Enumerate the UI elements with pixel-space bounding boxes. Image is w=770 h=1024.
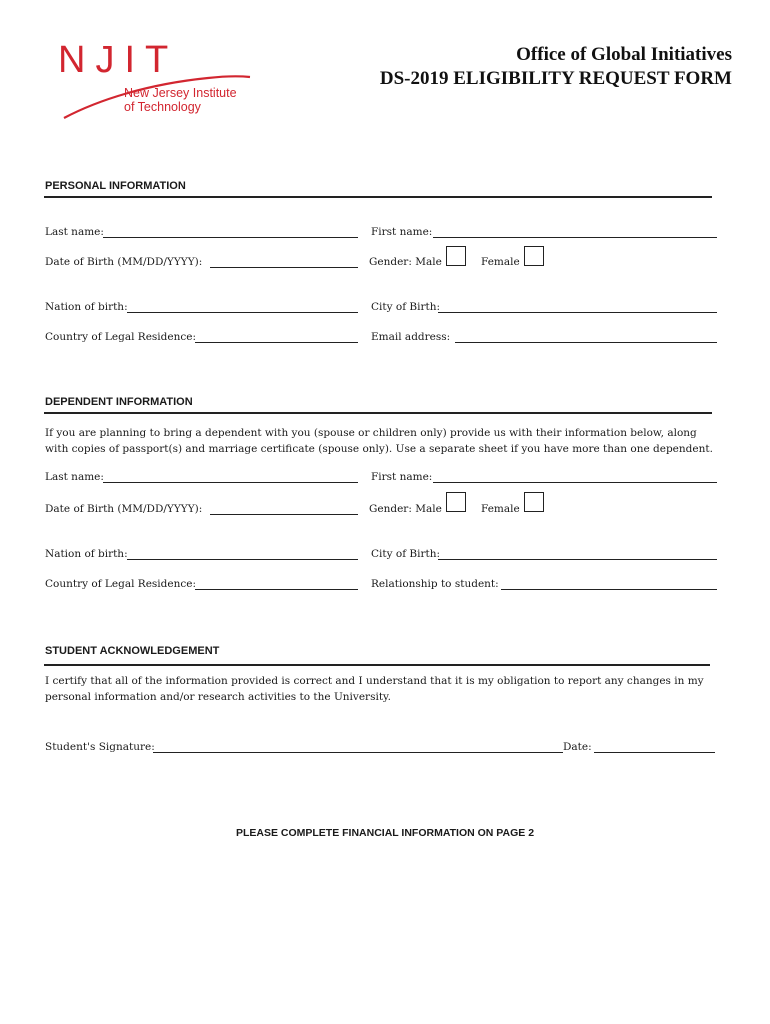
signature-label: Student's Signature: xyxy=(45,741,155,753)
last-name-field[interactable] xyxy=(103,237,358,238)
first-name-field[interactable] xyxy=(433,237,717,238)
logo-subtitle-line2: of Technology xyxy=(124,100,201,114)
gender-female-label: Female xyxy=(481,256,520,268)
email-field[interactable] xyxy=(455,342,717,343)
acknowledgement-text-line2: personal information and/or research activities to the University. xyxy=(45,691,391,703)
acknowledgement-text-line1: I certify that all of the information provided is correct and I understand that it is my obligation to report any changes in my xyxy=(45,675,704,687)
nation-of-birth-label: Nation of birth: xyxy=(45,301,128,313)
dependent-city-of-birth-field[interactable] xyxy=(438,559,717,560)
dependent-first-name-field[interactable] xyxy=(433,482,717,483)
dependent-gender-male-checkbox[interactable] xyxy=(446,492,466,512)
dob-field[interactable] xyxy=(210,267,358,268)
acknowledgement-text xyxy=(45,673,725,705)
dependent-nation-of-birth-field[interactable] xyxy=(127,559,358,560)
city-of-birth-label: City of Birth: xyxy=(371,301,441,313)
gender-male-label: Gender: Male xyxy=(369,256,442,268)
dependent-country-residence-label: Country of Legal Residence: xyxy=(45,578,196,590)
city-of-birth-field[interactable] xyxy=(438,312,717,313)
logo-swoosh-icon xyxy=(58,40,258,130)
last-name-label: Last name: xyxy=(45,226,104,238)
email-label: Email address: xyxy=(371,331,451,343)
section-divider xyxy=(44,196,712,198)
logo-subtitle-line1: New Jersey Institute xyxy=(124,86,237,100)
dependent-first-name-label: First name: xyxy=(371,471,433,483)
logo-letters: NJIT xyxy=(58,39,179,81)
dependent-city-of-birth-label: City of Birth: xyxy=(371,548,441,560)
relationship-label: Relationship to student: xyxy=(371,578,499,590)
page-2-note: PLEASE COMPLETE FINANCIAL INFORMATION ON PAGE 2 xyxy=(235,827,535,839)
dependent-gender-female-label: Female xyxy=(481,503,520,515)
date-field[interactable] xyxy=(594,752,715,753)
section-divider xyxy=(44,412,712,414)
dob-label: Date of Birth (MM/DD/YYYY): xyxy=(45,256,203,268)
acknowledgement-heading: STUDENT ACKNOWLEDGEMENT xyxy=(45,645,220,657)
dependent-intro-line1: If you are planning to bring a dependent with you (spouse or children only) provide us with their information below, along xyxy=(45,427,697,439)
section-divider xyxy=(44,664,710,666)
dependent-dob-field[interactable] xyxy=(210,514,358,515)
relationship-field[interactable] xyxy=(501,589,717,590)
dependent-gender-female-checkbox[interactable] xyxy=(524,492,544,512)
dependent-nation-of-birth-label: Nation of birth: xyxy=(45,548,128,560)
dependent-info-heading: DEPENDENT INFORMATION xyxy=(45,396,193,408)
dependent-last-name-label: Last name: xyxy=(45,471,104,483)
logo-subtitle xyxy=(124,86,237,114)
personal-info-heading: PERSONAL INFORMATION xyxy=(45,180,186,192)
form-title: DS-2019 ELIGIBILITY REQUEST FORM xyxy=(379,68,732,89)
nation-of-birth-field[interactable] xyxy=(127,312,358,313)
dependent-country-residence-field[interactable] xyxy=(195,589,358,590)
dependent-intro-line2: with copies of passport(s) and marriage certificate (spouse only). Use a separate sheet if you have more than one dependent. xyxy=(45,443,713,455)
dependent-gender-male-label: Gender: Male xyxy=(369,503,442,515)
first-name-label: First name: xyxy=(371,226,433,238)
dependent-dob-label: Date of Birth (MM/DD/YYYY): xyxy=(45,503,203,515)
country-residence-field[interactable] xyxy=(195,342,358,343)
country-residence-label: Country of Legal Residence: xyxy=(45,331,196,343)
date-label: Date: xyxy=(563,741,592,753)
dependent-intro xyxy=(45,425,725,457)
office-title: Office of Global Initiatives xyxy=(516,44,732,65)
njit-logo xyxy=(58,40,258,130)
signature-field[interactable] xyxy=(153,752,563,753)
gender-female-checkbox[interactable] xyxy=(524,246,544,266)
gender-male-checkbox[interactable] xyxy=(446,246,466,266)
dependent-last-name-field[interactable] xyxy=(103,482,358,483)
